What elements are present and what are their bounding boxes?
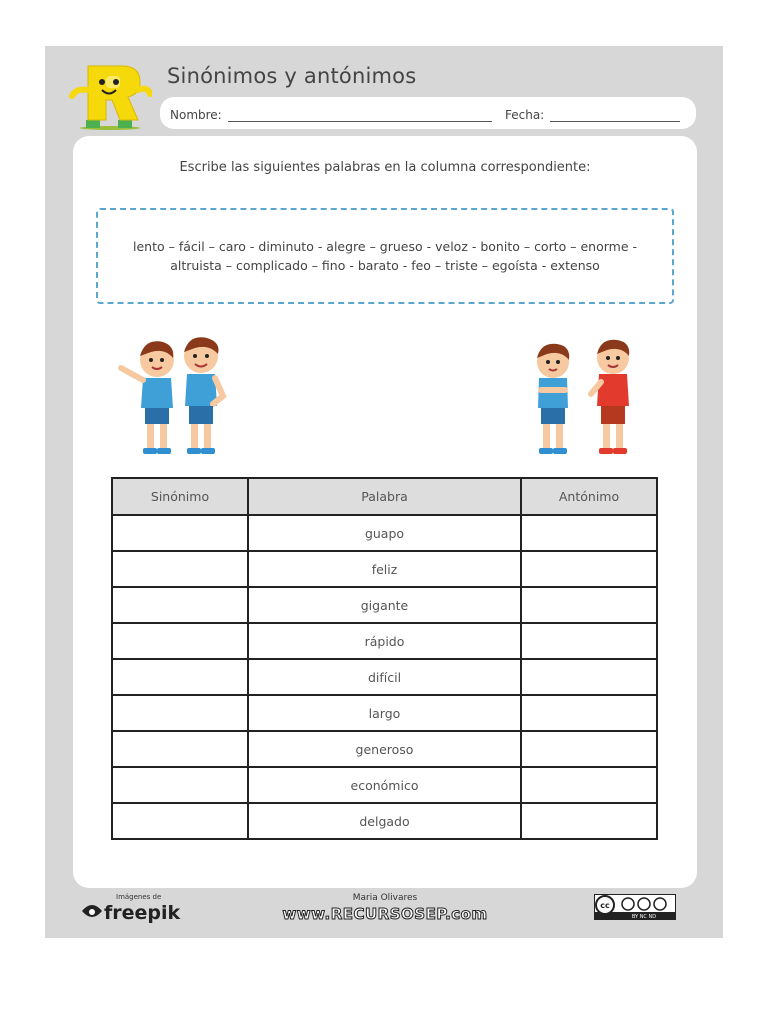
antonym-cell[interactable] <box>521 515 657 551</box>
antonym-cell[interactable] <box>521 623 657 659</box>
table-row <box>112 695 657 731</box>
table-row <box>112 515 657 551</box>
table-row <box>112 731 657 767</box>
word-cell: gigante <box>248 587 521 623</box>
word-cell: económico <box>248 767 521 803</box>
children-right-illustration-icon <box>527 338 645 456</box>
antonym-cell[interactable] <box>521 695 657 731</box>
synonym-cell[interactable] <box>112 767 248 803</box>
svg-text:cc: cc <box>600 901 610 910</box>
synonym-cell[interactable] <box>112 731 248 767</box>
antonym-cell[interactable] <box>521 587 657 623</box>
synonym-cell[interactable] <box>112 587 248 623</box>
instruction-text: Escribe las siguientes palabras en la columna correspondiente: <box>179 160 591 175</box>
antonym-cell[interactable] <box>521 803 657 839</box>
word-cell: difícil <box>248 659 521 695</box>
header-antonym: Antónimo <box>521 478 657 515</box>
creative-commons-badge-icon <box>594 894 676 920</box>
table-header-row <box>112 478 657 515</box>
synonym-cell[interactable] <box>112 551 248 587</box>
synonym-cell[interactable] <box>112 623 248 659</box>
header-synonym: Sinónimo <box>112 478 248 515</box>
table-row <box>112 803 657 839</box>
word-cell: delgado <box>248 803 521 839</box>
word-cell: guapo <box>248 515 521 551</box>
word-cell: generoso <box>248 731 521 767</box>
word-cell: feliz <box>248 551 521 587</box>
antonym-cell[interactable] <box>521 731 657 767</box>
synonym-cell[interactable] <box>112 695 248 731</box>
freepik-small-text: Imágenes de <box>116 893 162 901</box>
date-label: Fecha: <box>505 108 545 122</box>
header-word: Palabra <box>248 478 521 515</box>
antonym-cell[interactable] <box>521 659 657 695</box>
license-text: BY NC ND <box>631 914 657 920</box>
table-row <box>112 551 657 587</box>
name-field[interactable] <box>228 121 492 122</box>
page-title: Sinónimos y antónimos <box>167 64 417 88</box>
word-cell: largo <box>248 695 521 731</box>
antonym-cell[interactable] <box>521 767 657 803</box>
synonym-cell[interactable] <box>112 803 248 839</box>
table-row <box>112 659 657 695</box>
synonym-cell[interactable] <box>112 659 248 695</box>
synonym-cell[interactable] <box>112 515 248 551</box>
letter-r-mascot-icon <box>68 62 152 130</box>
table-row <box>112 587 657 623</box>
author-name: Maria Olivares <box>352 893 418 903</box>
name-label: Nombre: <box>170 108 222 122</box>
children-left-illustration-icon <box>115 334 235 456</box>
footer-credits <box>280 893 490 923</box>
table-row <box>112 623 657 659</box>
freepik-logo-icon <box>80 901 104 923</box>
words-table <box>111 477 658 840</box>
word-bank-line-1: lento – fácil – caro - diminuto - alegre – grueso - veloz - bonito – corto – enorme - <box>132 239 638 254</box>
name-date-bar <box>160 97 696 129</box>
exercise-card <box>73 136 697 888</box>
freepik-brand-text: freepik <box>104 902 181 924</box>
word-bank-box <box>96 208 674 304</box>
table-row <box>112 767 657 803</box>
antonym-cell[interactable] <box>521 551 657 587</box>
website-link[interactable]: www.RECURSOSEP.com <box>282 905 488 923</box>
word-cell: rápido <box>248 623 521 659</box>
date-field[interactable] <box>550 121 680 122</box>
word-bank-line-2: altruista – complicado – fino - barato - feo – triste – egoísta - extenso <box>170 258 600 273</box>
